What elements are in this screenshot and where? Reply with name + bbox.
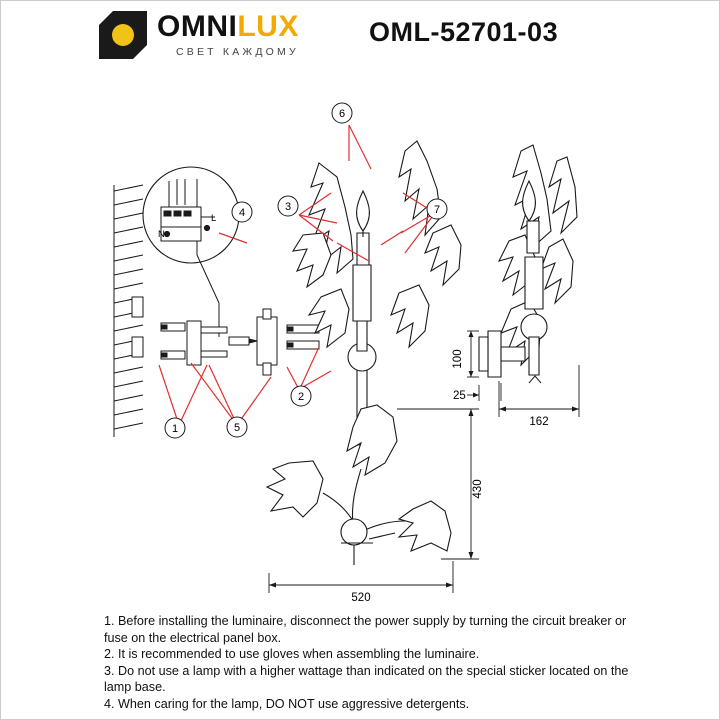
- instruction-item-2: 2. It is recommended to use gloves when assembling the luminaire.: [104, 647, 480, 662]
- brand-name-lux: LUX: [237, 10, 299, 44]
- dimension-162: 162: [529, 416, 549, 428]
- instructions-list: [104, 613, 629, 713]
- wire-label-n: N: [158, 229, 165, 240]
- brand-wordmark: [157, 12, 299, 58]
- instruction-item-4: 4. When caring for the lamp, DO NOT use aggressive detergents.: [104, 696, 470, 711]
- page-header: [1, 1, 720, 71]
- assembly-diagram: [1, 65, 720, 610]
- callout-2: 2: [297, 391, 305, 403]
- omnilux-sun-logo-icon: [99, 11, 147, 59]
- sconce-top-view: [267, 405, 451, 565]
- sconce-front-view: [293, 141, 461, 445]
- callout-6: 6: [338, 108, 346, 120]
- callout-7: 7: [433, 204, 441, 216]
- instruction-item-1: 1. Before installing the luminaire, disconnect the power supply by turning the circuit breaker or fuse on the electrical panel box.: [104, 614, 627, 645]
- callout-5: 5: [233, 422, 241, 434]
- view-arrow-icon: [529, 376, 541, 383]
- callout-3: 3: [284, 201, 292, 213]
- sconce-side-view: [479, 145, 577, 377]
- dimension-100: 100: [452, 349, 464, 369]
- instruction-item-3: 3. Do not use a lamp with a higher wattage than indicated on the special sticker located on the lamp base.: [104, 663, 629, 695]
- page-title: OML-52701-03: [369, 17, 559, 47]
- terminal-detail: [143, 167, 239, 337]
- wall-hatching: [114, 185, 143, 437]
- dimension-520: 520: [351, 592, 371, 604]
- dimension-25: 25: [453, 390, 466, 402]
- brand-name-omni: OMNI: [157, 10, 238, 44]
- dimension-430: 430: [472, 479, 484, 499]
- callout-4: 4: [238, 207, 246, 219]
- wire-label-l: L: [211, 213, 217, 224]
- brand-tagline: СВЕТ КАЖДОМУ: [175, 46, 299, 59]
- brand-logo: [99, 11, 299, 59]
- mounting-hardware: [161, 309, 319, 375]
- diagram-svg: [1, 65, 720, 610]
- callout-1: 1: [171, 423, 179, 435]
